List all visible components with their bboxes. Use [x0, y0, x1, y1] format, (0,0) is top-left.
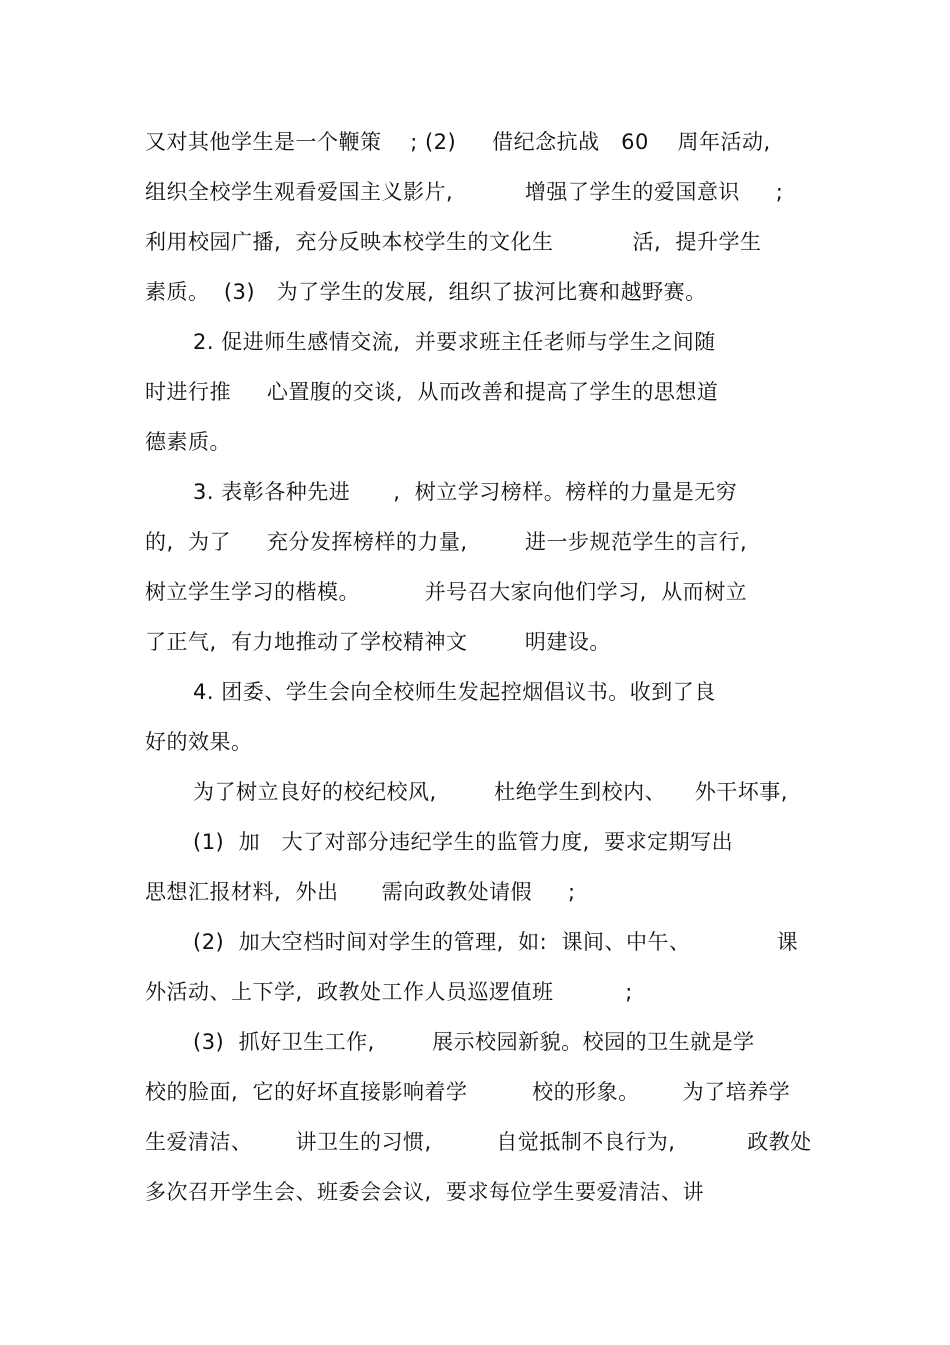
text-line: (1) 加 大了对部分违纪学生的监管力度, 要求定期写出	[193, 830, 734, 854]
text-line: 利用校园广播, 充分反映本校学生的文化生 活, 提升学生	[145, 230, 762, 254]
text-line: 了正气, 有力地推动了学校精神文 明建设。	[145, 630, 611, 654]
text-line: 素质。 (3) 为了学生的发展, 组织了拔河比赛和越野赛。	[145, 280, 707, 304]
text-line: 外活动、上下学, 政教处工作人员巡逻值班 ;	[145, 980, 633, 1004]
text-line: 好的效果。	[145, 730, 253, 754]
text-line: 德素质。	[145, 430, 231, 454]
text-line: 思想汇报材料, 外出 需向政教处请假 ;	[145, 880, 576, 904]
text-line: 4. 团委、学生会向全校师生发起控烟倡议书。收到了良	[193, 680, 716, 704]
text-line: 2. 促进师生感情交流, 并要求班主任老师与学生之间随	[193, 330, 716, 354]
text-line: 多次召开学生会、班委会会议, 要求每位学生要爱清洁、讲	[145, 1180, 705, 1204]
text-line: 树立学生学习的楷模。 并号召大家向他们学习, 从而树立	[145, 580, 748, 604]
text-line: 3. 表彰各种先进 , 树立学习榜样。榜样的力量是无穷	[193, 480, 738, 504]
text-line: 时进行推 心置腹的交谈, 从而改善和提高了学生的思想道	[145, 380, 719, 404]
text-line: (2) 加大空档时间对学生的管理, 如: 课间、中午、 课	[193, 930, 799, 954]
text-line: 又对其他学生是一个鞭策 ; (2) 借纪念抗战 60 周年活动,	[145, 130, 771, 154]
text-line: 生爱清洁、 讲卫生的习惯, 自觉抵制不良行为, 政教处	[145, 1130, 812, 1154]
text-line: 组织全校学生观看爱国主义影片, 增强了学生的爱国意识 ;	[145, 180, 784, 204]
text-line: (3) 抓好卫生工作, 展示校园新貌。校园的卫生就是学	[193, 1030, 755, 1054]
text-line: 为了树立良好的校纪校风, 杜绝学生到校内、 外干坏事,	[193, 780, 788, 804]
text-line: 校的脸面, 它的好坏直接影响着学 校的形象。 为了培养学	[145, 1080, 791, 1104]
text-line: 的, 为了 充分发挥榜样的力量, 进一步规范学生的言行,	[145, 530, 748, 554]
